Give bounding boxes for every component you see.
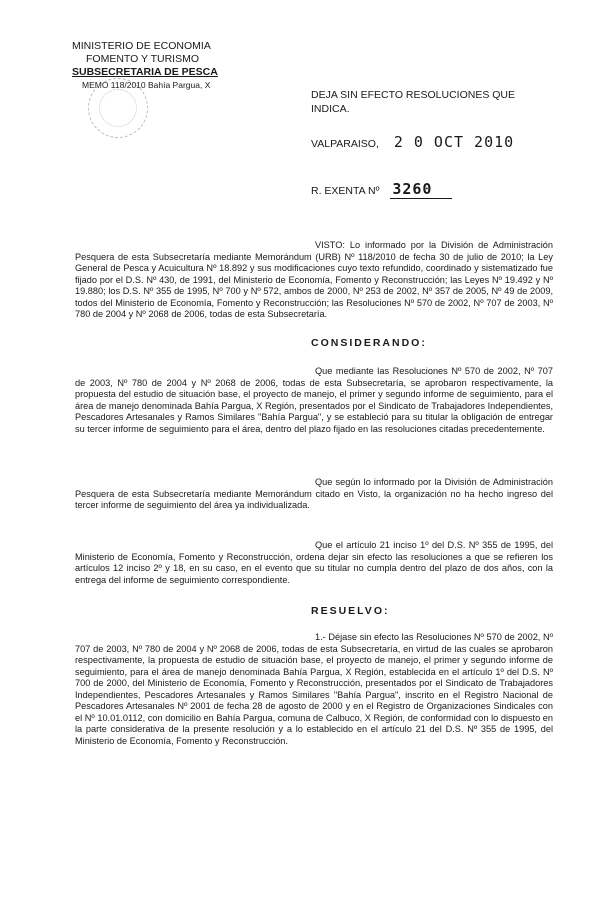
considerando-text-2: Que según lo informado por la División de Administración Pesquera de esta Subsecretaría mediante Memorándum citado en Visto, la organización no ha hecho ingreso del tercer informe de seguimiento del área ya individualizada. (75, 477, 553, 510)
resolution-number: 3260 (390, 180, 452, 199)
city-label: VALPARAISO, (311, 138, 379, 150)
considerando-paragraph-3 (75, 540, 553, 586)
subsecretariat-name: SUBSECRETARIA DE PESCA (72, 66, 218, 78)
resolution-number-line (311, 180, 452, 198)
considerando-heading: CONSIDERANDO: (311, 337, 427, 349)
visto-section (75, 240, 553, 321)
letterhead (72, 40, 218, 92)
official-seal-stamp (88, 78, 148, 138)
visto-paragraph (75, 240, 553, 321)
memo-reference: MEMO 118/2010 Bahía Pargua, X (82, 80, 211, 90)
place-and-date (311, 133, 514, 151)
ministry-name: MINISTERIO DE ECONOMIA (72, 40, 211, 52)
date-stamp: 2 0 OCT 2010 (393, 133, 515, 151)
considerando-text-3: Que el artículo 21 inciso 1º del D.S. Nº 355 de 1995, del Ministerio de Economía, Fomento y Reconstrucción, ordena dejar sin efecto las resoluciones a que se refieren los artículos 12 inciso 2º y 18, en su caso, en el evento que su titular no cumpla dentro del plazo de dos años, con la entrega del informe de seguimiento correspondiente. (75, 540, 553, 585)
document-subject: DEJA SIN EFECTO RESOLUCIONES QUE INDICA. (311, 89, 516, 115)
considerando-text-1: Que mediante las Resoluciones Nº 570 de 2002, Nº 707 de 2003, Nº 780 de 2004 y Nº 2068 de 2006, todas de esta Subsecretaría, se aprobaron respectivamente, la propuesta del estudio de situación base, el proyecto de manejo, el primer y segundo informe de seguimiento, para el área de manejo denominada Bahía Pargua, X Región, presentados por el Sindicato de Trabajadores Independientes, Pescadores Artesanales y Ramos Similares "Bahía Pargua", y se estableció para su titular la obligación de entregar su tercer informe de seguimiento para el área, dentro del plazo fijado en las resoluciones citadas precedentemente. (75, 366, 553, 434)
resolution-label: R. EXENTA Nº (311, 185, 380, 197)
visto-lead: VISTO: (315, 240, 345, 250)
considerando-paragraph-1 (75, 366, 553, 435)
resuelvo-text-1: 1.- Déjase sin efecto las Resoluciones Nº 570 de 2002, Nº 707 de 2003, Nº 780 de 2004 y Nº 2068 de 2006, todas de esta Subsecretaría, en virtud de las cuales se aprobaron respectivamente, la propuesta de estudio de situación base, el proyecto de manejo, el primer y segundo informe de seguimiento, para el área de manejo denominada Bahía Pargua, X Región, establecida en el artículo 1º del D.S. Nº 700 de 2000, del Ministerio de Economía, Fomento y Reconstrucción, presentados por el Sindicato de Trabajadores Independientes, Pescadores Artesanales y Ramos Similares "Bahía Pargua", inscrito en el Registro Nacional de Pescadores Artesanales Nº 2001 de fecha 28 de agosto de 2000 y en el Registro de Organizaciones Sindicales con el Nº 10.01.0112, con domicilio en Bahía Pargua, comuna de Calbuco, X Región, de conformidad con lo dispuesto en la parte considerativa de la presente resolución y a lo establecido en el artículo 21 del D.S. Nº 355 de 1995, del Ministerio de Economía, Fomento y Reconstrucción. (75, 632, 553, 746)
resuelvo-heading: RESUELVO: (311, 605, 390, 617)
ministry-subname: FOMENTO Y TURISMO (86, 53, 199, 65)
visto-text: Lo informado por la División de Administración Pesquera de esta Subsecretaría mediante Memorándum (URB) Nº 118/2010 de fecha 30 de julio de 2010; la Ley General de Pesca y Acuicultura Nº 18.892 y sus modificaciones cuyo texto refundido, coordinado y sistematizado fue fijado por el D.S. Nº 430, de 1991, del Ministerio de Economía, Fomento y Reconstrucción; las Leyes Nº 19.492 y Nº 19.880; los D.S. Nº 355 de 1995, Nº 700 y Nº 572, ambos de 2000, Nº 253 de 2002, Nº 357 de 2005, Nº 49 de 2009, todos del Ministerio de Economía, Fomento y Reconstrucción; las Resoluciones Nº 570 de 2002, Nº 707 de 2003, Nº 780 de 2004 y Nº 2068 de 2006, todas de esta Subsecretaría. (75, 240, 553, 319)
resuelvo-paragraph-1 (75, 632, 553, 747)
considerando-paragraph-2 (75, 477, 553, 512)
